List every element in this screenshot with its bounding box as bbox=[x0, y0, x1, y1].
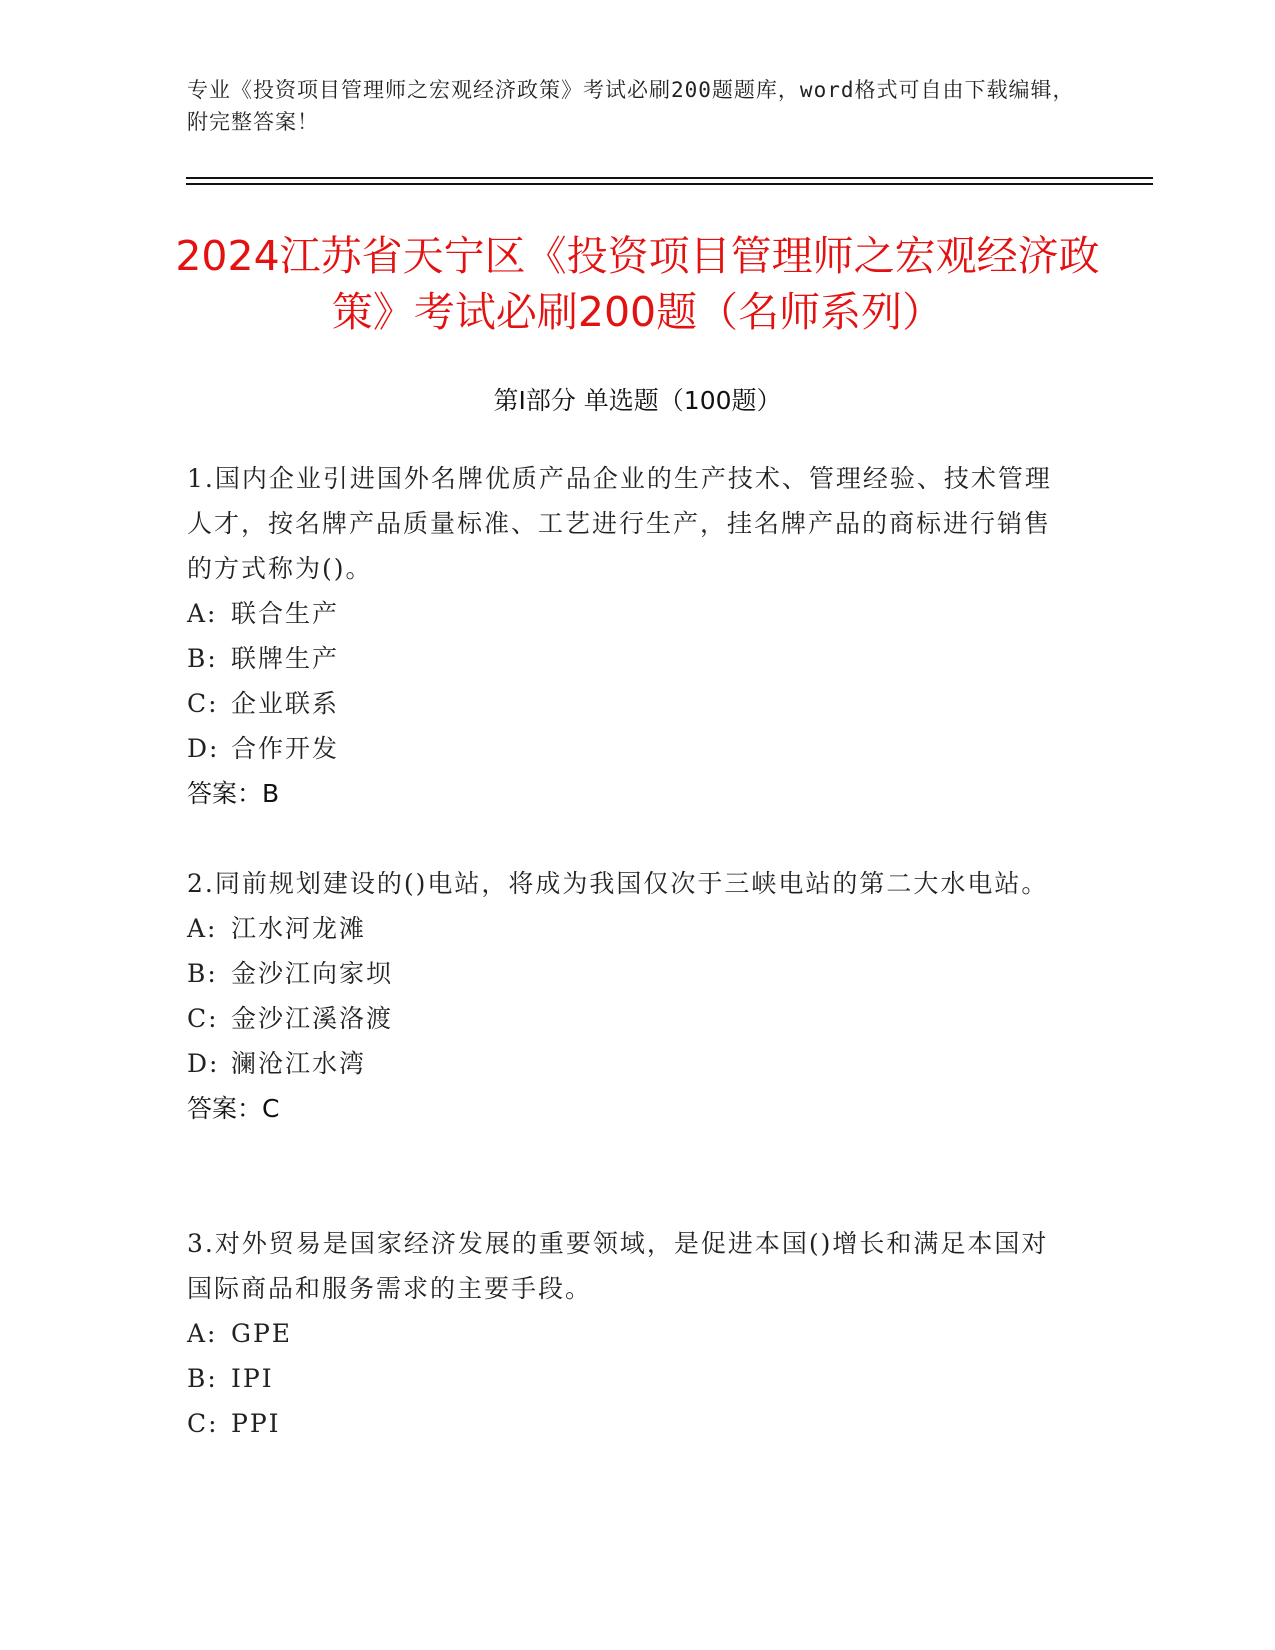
option-a bbox=[187, 591, 1057, 636]
option-key: A: bbox=[187, 599, 218, 628]
option-b bbox=[187, 1356, 1057, 1401]
option-key: B: bbox=[187, 1364, 218, 1393]
option-c bbox=[187, 996, 1057, 1041]
question-2 bbox=[187, 861, 1057, 1131]
option-text: 金沙江向家坝 bbox=[231, 959, 394, 988]
option-text: 联合生产 bbox=[231, 599, 340, 628]
option-b bbox=[187, 951, 1057, 996]
option-text: IPI bbox=[231, 1364, 274, 1393]
section-title: 第I部分 单选题（100题） bbox=[493, 386, 782, 415]
option-c bbox=[187, 681, 1057, 726]
header-note: 专业《投资项目管理师之宏观经济政策》考试必刷200题题库，word格式可自由下载编辑，附完整答案！ bbox=[187, 78, 1075, 134]
question-stem: 3.对外贸易是国家经济发展的重要领域，是促进本国()增长和满足本国对国际商品和服务需求的主要手段。 bbox=[187, 1229, 1049, 1303]
option-key: B: bbox=[187, 959, 218, 988]
option-key: A: bbox=[187, 914, 218, 943]
option-key: D: bbox=[187, 734, 220, 763]
option-key: B: bbox=[187, 644, 218, 673]
option-key: C: bbox=[187, 1004, 219, 1033]
option-text: 澜沧江水湾 bbox=[231, 1049, 367, 1078]
option-key: A: bbox=[187, 1319, 218, 1348]
answer: 答案：B bbox=[187, 779, 280, 808]
option-text: 企业联系 bbox=[231, 689, 340, 718]
option-text: 江水河龙滩 bbox=[231, 914, 367, 943]
option-text: GPE bbox=[231, 1319, 293, 1348]
option-a bbox=[187, 906, 1057, 951]
option-d bbox=[187, 726, 1057, 771]
option-b bbox=[187, 636, 1057, 681]
option-text: 联牌生产 bbox=[231, 644, 340, 673]
option-key: C: bbox=[187, 689, 219, 718]
option-text: 金沙江溪洛渡 bbox=[231, 1004, 394, 1033]
option-key: C: bbox=[187, 1409, 219, 1438]
option-c bbox=[187, 1401, 1057, 1446]
question-stem: 1.国内企业引进国外名牌优质产品企业的生产技术、管理经验、技术管理人才，按名牌产品质量标准、工艺进行生产，挂名牌产品的商标进行销售的方式称为()。 bbox=[187, 464, 1052, 583]
header-divider-bottom bbox=[186, 183, 1153, 185]
answer: 答案：C bbox=[187, 1094, 280, 1123]
option-a bbox=[187, 1311, 1057, 1356]
question-stem: 2.同前规划建设的()电站，将成为我国仅次于三峡电站的第二大水电站。 bbox=[187, 869, 1049, 898]
document-title: 2024江苏省天宁区《投资项目管理师之宏观经济政策》考试必刷200题（名师系列） bbox=[175, 232, 1100, 336]
header-divider-top bbox=[186, 177, 1153, 179]
question-1 bbox=[187, 456, 1057, 816]
question-3 bbox=[187, 1221, 1057, 1446]
option-text: 合作开发 bbox=[231, 734, 340, 763]
option-key: D: bbox=[187, 1049, 220, 1078]
option-text: PPI bbox=[231, 1409, 281, 1438]
option-d bbox=[187, 1041, 1057, 1086]
